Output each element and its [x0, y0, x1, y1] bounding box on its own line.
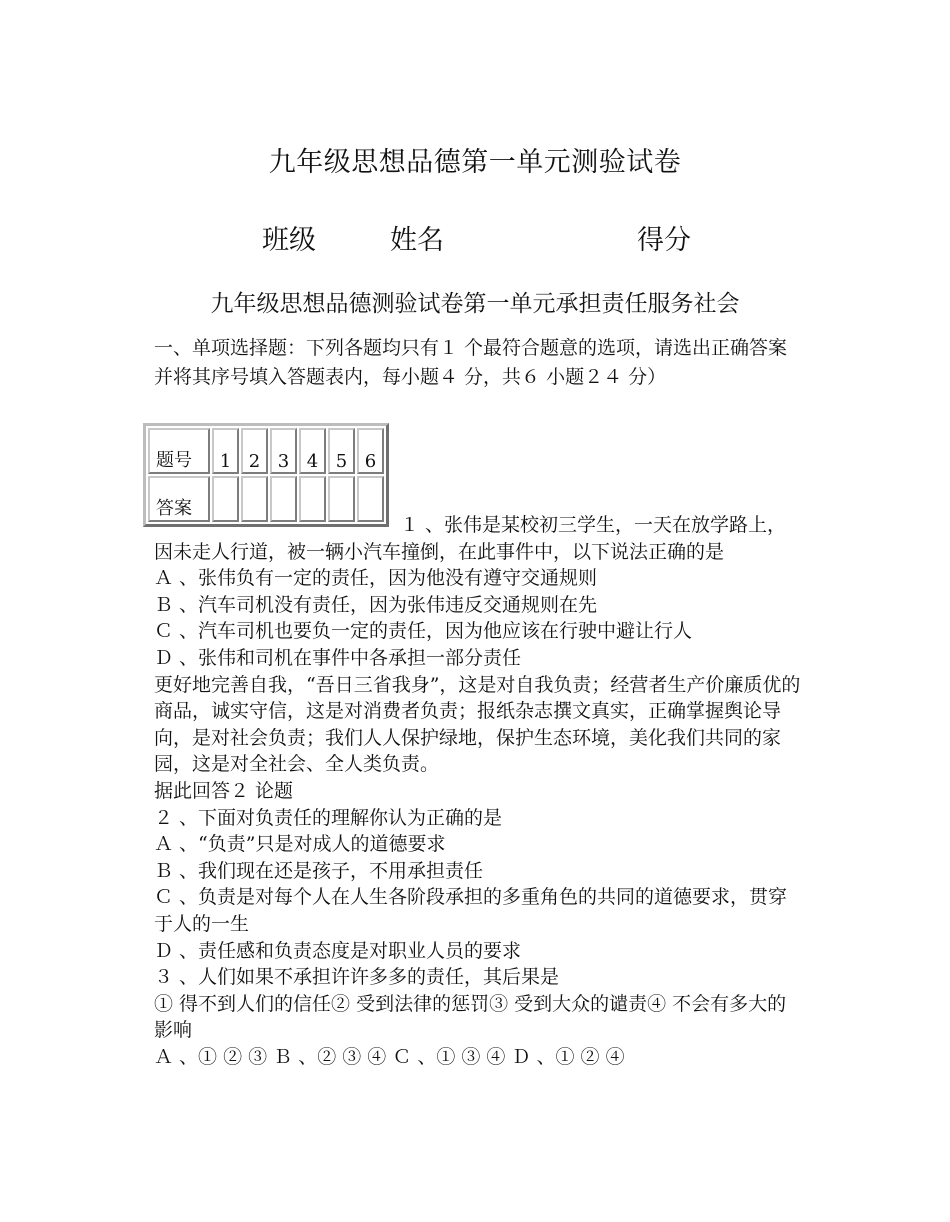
question-number-cell: 2: [241, 428, 268, 474]
question-number-cell: 4: [299, 428, 326, 474]
question-1-stem: １ 、张伟是某校初三学生，一天在放学路上，因未走人行道，被一辆小汽车撞倒，在此事件中，以下说法正确的是: [154, 514, 787, 563]
question-3-stem: ３ 、人们如果不承担许许多多的责任，其后果是: [154, 966, 560, 989]
question-number-cell: 3: [270, 428, 297, 474]
question-2-option-d: Ｄ 、责任感和负责态度是对职业人员的要求: [154, 939, 522, 962]
name-label: 姓名: [390, 225, 444, 256]
question-2-option-c: Ｃ 、负责是对每个人在人生各阶段承担的多重角色的共同的道德要求，贯穿于人的一生: [154, 886, 788, 935]
score-label: 得分: [637, 225, 691, 256]
question-3-items: ① 得不到人们的信任② 受到法律的惩罚③ 受到大众的谴责④ 不会有多大的影响: [154, 992, 787, 1042]
question-number-label: 题号: [148, 428, 210, 474]
question-2-stem: ２ 、下面对负责任的理解你认为正确的是: [154, 806, 503, 829]
class-label: 班级: [262, 225, 316, 256]
question-number-cell: 6: [357, 428, 384, 474]
question-1-option-b: Ｂ 、汽车司机没有责任，因为张伟违反交通规则在先: [154, 593, 598, 616]
question-number-row: [148, 428, 384, 474]
passage-note: 据此回答２ 论题: [154, 779, 294, 802]
answer-label: 答案: [148, 476, 210, 522]
question-1-option-d: Ｄ 、张伟和司机在事件中各承担一部分责任: [154, 646, 522, 669]
exam-subtitle: 九年级思想品德测验试卷第一单元承担责任服务社会: [210, 291, 740, 317]
question-1-option-c: Ｃ 、汽车司机也要负一定的责任，因为他应该在行驶中避让行人: [154, 620, 693, 643]
question-number-cell: 5: [328, 428, 355, 474]
exam-title: 九年级思想品德第一单元测验试卷: [268, 147, 682, 178]
question-2-option-b: Ｂ 、我们现在还是孩子，不用承担责任: [154, 859, 484, 882]
question-number-cell: 1: [212, 428, 239, 474]
section-instruction: 一、单项选择题：下列各题均只有１ 个最符合题意的选项，请选出正确答案并将其序号填入答题表内，每小题４ 分，共６ 小题２４ 分）: [154, 337, 788, 388]
question-3-options: Ａ 、① ② ③ Ｂ 、② ③ ④ Ｃ 、① ③ ④ Ｄ 、① ② ④: [154, 1045, 625, 1068]
question-2-option-a: Ａ 、“负责”只是对成人的道德要求: [154, 833, 446, 856]
reading-passage: 更好地完善自我，“吾日三省我身”，这是对自我负责；经营者生产价廉质优的商品，诚实守信，这是对消费者负责；报纸杂志撰文真实，正确掌握舆论导向，是对社会负责；我们人人保护绿地，保护生态环境，美化我们共同的家园，这是对全社会、全人类负责。: [154, 673, 801, 776]
question-1-option-a: Ａ 、张伟负有一定的责任，因为他没有遵守交通规则: [154, 567, 598, 590]
question-body: [154, 512, 804, 1070]
